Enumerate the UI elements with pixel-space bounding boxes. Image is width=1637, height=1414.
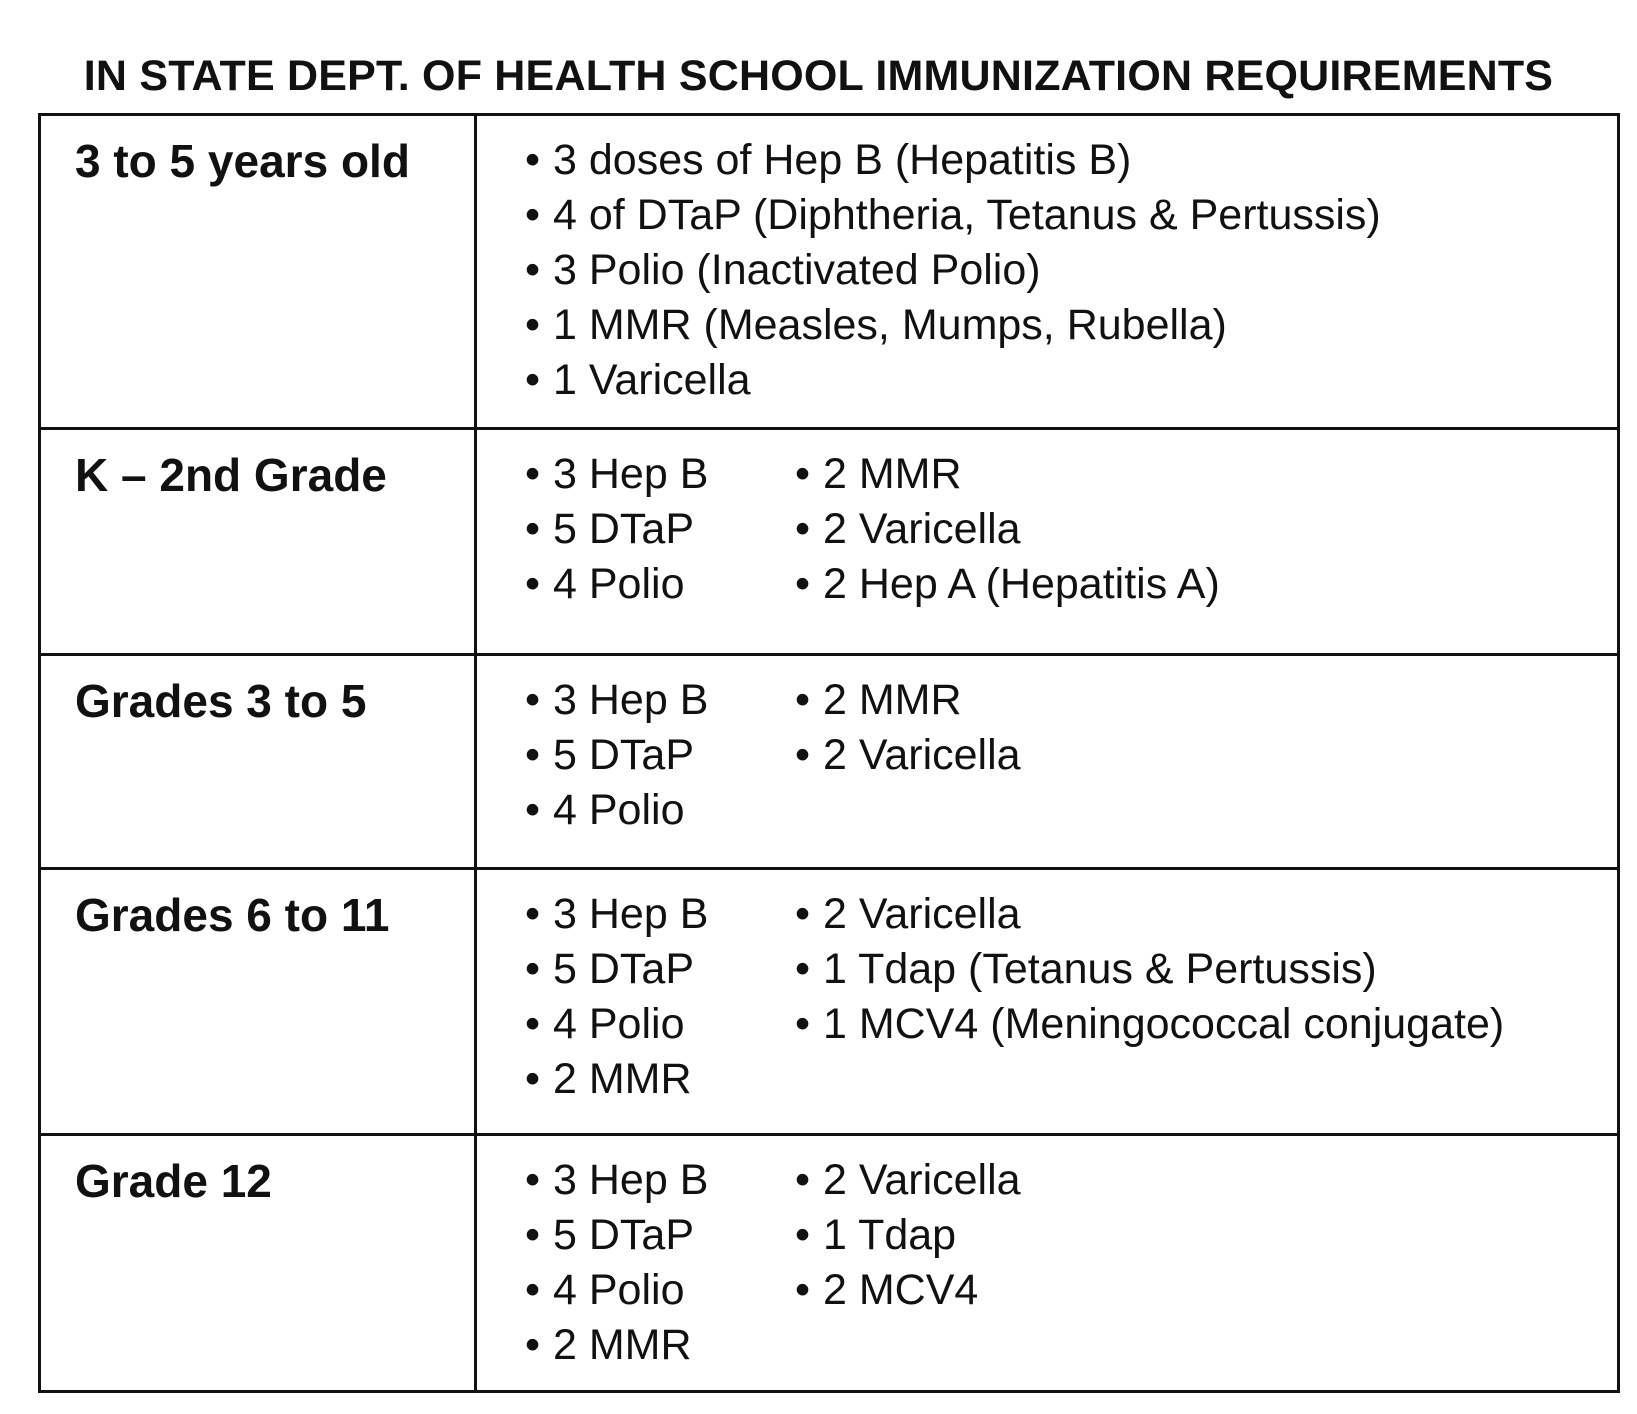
requirements-column-left (525, 447, 795, 653)
requirement-item: • 3 Hep B (525, 890, 709, 938)
requirement-item: • 5 DTaP (525, 945, 695, 993)
requirement-item: • 3 Hep B (525, 1156, 709, 1204)
requirements-cell (477, 116, 1617, 430)
requirement-item: • 4 Polio (525, 560, 685, 608)
requirement-item: • 1 Varicella (525, 356, 751, 404)
requirement-item: • 1 MMR (Measles, Mumps, Rubella) (525, 301, 1227, 349)
requirement-item: • 5 DTaP (525, 1211, 695, 1259)
requirements-column-right (795, 673, 1617, 867)
requirement-item: • 1 MCV4 (Meningococcal conjugate) (795, 1000, 1505, 1048)
requirement-item: • 1 Tdap (Tetanus & Pertussis) (795, 945, 1377, 993)
requirement-item: • 5 DTaP (525, 731, 695, 779)
requirement-item: • 2 Varicella (795, 890, 1021, 938)
requirements-column-left (525, 887, 795, 1133)
age-group-label: K – 2nd Grade (41, 430, 477, 656)
age-group-label: Grades 6 to 11 (41, 870, 477, 1136)
requirements-column-left (525, 673, 795, 867)
age-group-label: Grades 3 to 5 (41, 656, 477, 870)
requirements-cell (477, 1136, 1617, 1390)
requirements-cell (477, 870, 1617, 1136)
requirement-item: • 3 doses of Hep B (Hepatitis B) (525, 136, 1132, 184)
requirement-item: • 4 Polio (525, 1266, 685, 1314)
immunization-table (38, 113, 1620, 1393)
requirements-column-right (795, 447, 1617, 653)
page-title: IN STATE DEPT. OF HEALTH SCHOOL IMMUNIZATION REQUIREMENTS (83, 52, 1554, 100)
requirement-item: • 3 Hep B (525, 450, 709, 498)
requirement-item: • 2 MMR (525, 1055, 692, 1103)
requirement-item: • 2 MMR (795, 450, 962, 498)
requirement-item: • 2 Varicella (795, 731, 1021, 779)
requirement-item: • 2 Hep A (Hepatitis A) (795, 560, 1220, 608)
requirement-item: • 4 of DTaP (Diphtheria, Tetanus & Pertussis) (525, 191, 1381, 239)
requirement-item: • 2 MCV4 (795, 1266, 979, 1314)
age-group-label: 3 to 5 years old (41, 116, 477, 430)
requirement-item: • 5 DTaP (525, 505, 695, 553)
requirements-cell (477, 656, 1617, 870)
requirement-item: • 2 Varicella (795, 1156, 1021, 1204)
requirements-column (525, 133, 1617, 427)
requirement-item: • 2 MMR (795, 676, 962, 724)
requirements-column-left (525, 1153, 795, 1390)
requirements-column-right (795, 887, 1617, 1133)
requirement-item: • 3 Hep B (525, 676, 709, 724)
requirement-item: • 1 Tdap (795, 1211, 957, 1259)
requirements-column-right (795, 1153, 1617, 1390)
requirements-cell (477, 430, 1617, 656)
requirement-item: • 4 Polio (525, 1000, 685, 1048)
requirement-item: • 3 Polio (Inactivated Polio) (525, 246, 1041, 294)
requirement-item: • 4 Polio (525, 786, 685, 834)
requirement-item: • 2 Varicella (795, 505, 1021, 553)
requirement-item: • 2 MMR (525, 1321, 692, 1369)
age-group-label: Grade 12 (41, 1136, 477, 1390)
